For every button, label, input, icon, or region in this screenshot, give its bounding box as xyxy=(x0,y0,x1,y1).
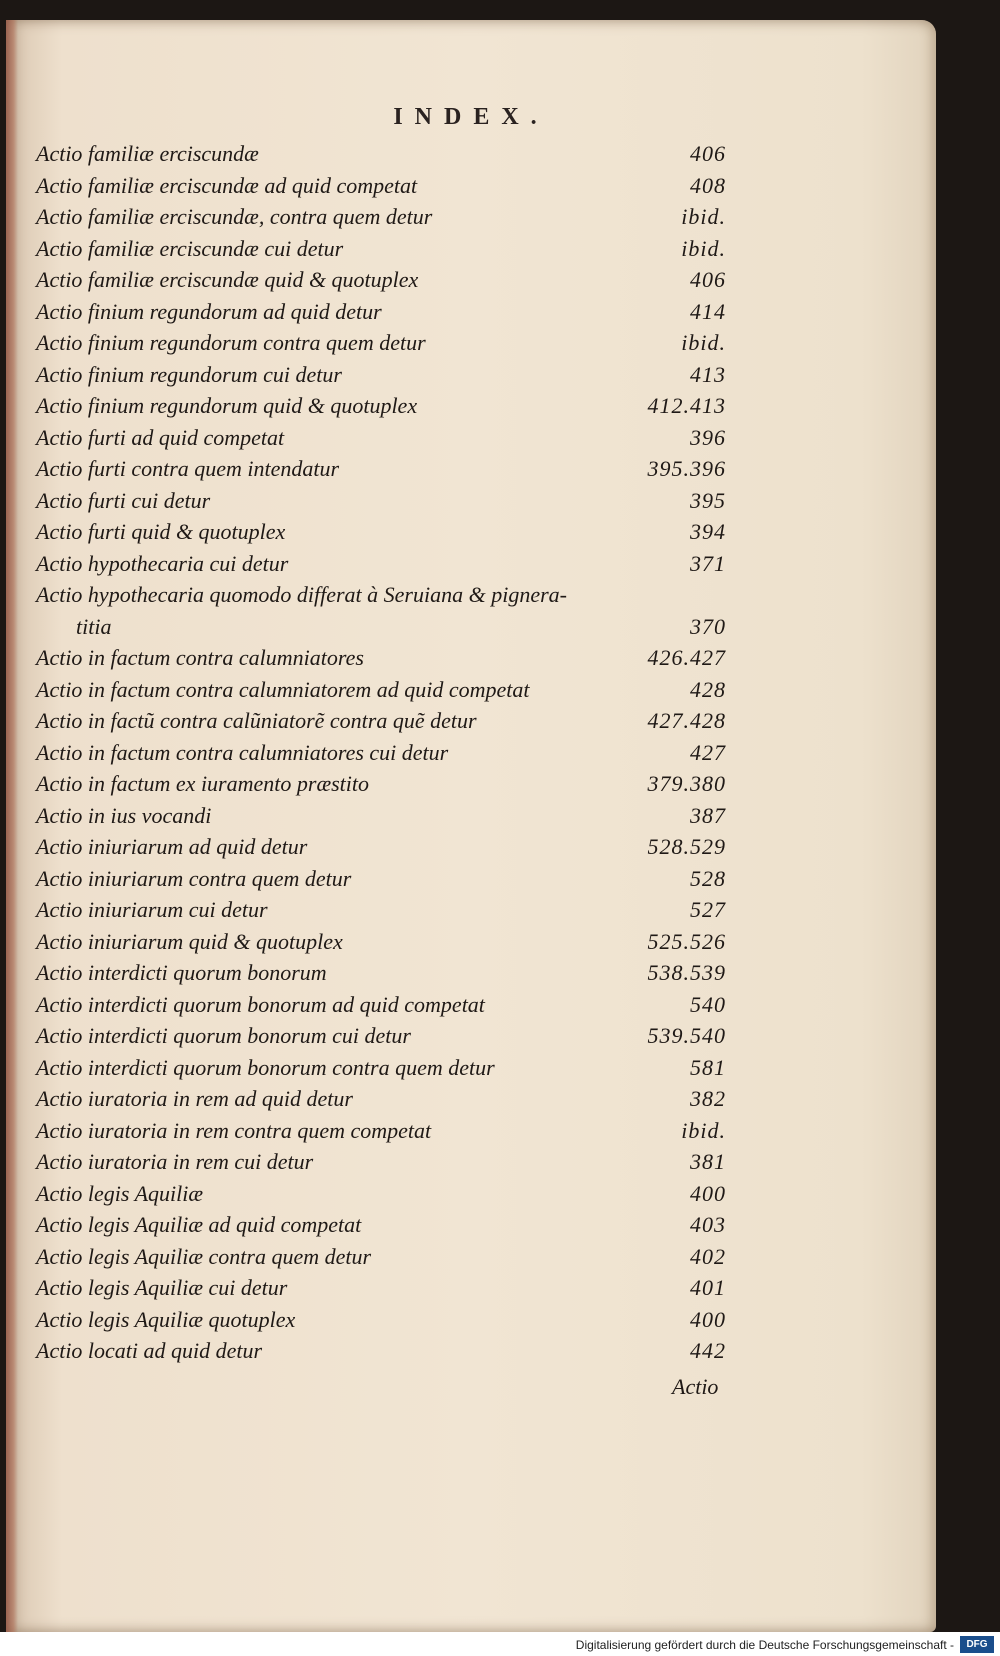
entry-page-ref: 370 xyxy=(690,613,726,639)
catchword: Actio xyxy=(672,1374,719,1399)
entry-label: Actio legis Aquiliæ quotuplex xyxy=(36,1306,296,1332)
index-entry xyxy=(36,863,726,895)
index-entry xyxy=(36,453,726,485)
entry-page-ref: 395 xyxy=(690,487,726,513)
entry-page-ref: 406 xyxy=(690,267,726,292)
index-entry xyxy=(36,1209,726,1241)
entry-page-ref: 379.380 xyxy=(647,771,726,796)
index-entry xyxy=(36,1304,726,1336)
running-head: INDEX. xyxy=(393,104,549,130)
entry-page-ref: 387 xyxy=(690,802,726,828)
index-entry xyxy=(36,642,726,674)
entry-label: Actio legis Aquiliæ ad quid competat xyxy=(36,1212,362,1237)
entry-label: Actio hypothecaria cui detur xyxy=(36,550,289,576)
entry-label: Actio iniuriarum quid & quotuplex xyxy=(36,928,343,954)
entry-label: Actio finium regundorum contra quem detur xyxy=(36,330,426,355)
index-entry xyxy=(36,138,726,170)
entry-page-ref: 400 xyxy=(690,1306,726,1332)
entry-label: Actio interdicti quorum bonorum contra quem detur xyxy=(36,1054,495,1080)
footer-credit: Digitalisierung gefördert durch die Deutsche Forschungsgemeinschaft - xyxy=(575,1638,954,1652)
entry-label: Actio finium regundorum cui detur xyxy=(36,361,342,387)
index-entry xyxy=(36,548,726,580)
entry-label: Actio iuratoria in rem contra quem competat xyxy=(36,1117,432,1143)
index-entry xyxy=(36,1115,726,1147)
entry-page-ref: 540 xyxy=(690,991,726,1017)
index-entry xyxy=(36,737,726,769)
entry-page-ref: 427.428 xyxy=(647,708,726,733)
entry-label: Actio finium regundorum ad quid detur xyxy=(36,298,382,324)
entry-page-ref: ibid. xyxy=(681,330,726,355)
entry-label: titia xyxy=(76,613,112,639)
entry-label: Actio in factum contra calumniatorem ad quid competat xyxy=(36,676,530,702)
entry-page-ref: 406 xyxy=(690,141,726,166)
index-entry xyxy=(36,1335,726,1367)
index-entry xyxy=(36,327,726,359)
page-edge xyxy=(6,20,18,1632)
index-entry xyxy=(36,1178,726,1210)
entry-label: Actio furti cui detur xyxy=(36,487,211,513)
entry-label: Actio familiæ erciscundæ, contra quem detur xyxy=(36,204,433,229)
entry-label: Actio in factũ contra calũniatorẽ contra quẽ detur xyxy=(36,708,477,733)
index-entry xyxy=(36,170,726,202)
index-entry xyxy=(36,296,726,328)
entry-label: Actio furti quid & quotuplex xyxy=(36,519,286,544)
entry-page-ref: 528 xyxy=(690,865,726,891)
entry-page-ref: 395.396 xyxy=(647,456,726,481)
entry-label: Actio in factum contra calumniatores xyxy=(36,645,364,670)
index-entry xyxy=(36,1052,726,1084)
index-entry xyxy=(36,233,726,265)
index-entry xyxy=(36,1272,726,1304)
entry-page-ref: 538.539 xyxy=(647,960,726,985)
entry-page-ref: 527 xyxy=(690,897,726,922)
index-entry xyxy=(36,201,726,233)
index-entry xyxy=(36,516,726,548)
entry-page-ref: 581 xyxy=(690,1054,726,1080)
entry-label: Actio locati ad quid detur xyxy=(36,1338,263,1363)
entry-label: Actio iuratoria in rem ad quid detur xyxy=(36,1086,353,1111)
entry-label: Actio iuratoria in rem cui detur xyxy=(36,1149,314,1174)
entry-label: Actio legis Aquiliæ contra quem detur xyxy=(36,1243,372,1269)
index-entry xyxy=(36,957,726,989)
entry-label: Actio finium regundorum quid & quotuplex xyxy=(36,393,418,418)
index-entry xyxy=(36,926,726,958)
index-entry xyxy=(36,894,726,926)
entry-label: Actio iniuriarum contra quem detur xyxy=(36,865,352,891)
index-entry xyxy=(36,705,726,737)
entry-page-ref: 394 xyxy=(690,519,726,544)
index-entry xyxy=(36,579,726,611)
index-entry xyxy=(36,989,726,1021)
entry-page-ref: 412.413 xyxy=(647,393,726,418)
index-entry xyxy=(36,800,726,832)
entry-label: Actio familiæ erciscundæ ad quid competat xyxy=(36,172,418,198)
entry-page-ref: 382 xyxy=(690,1086,726,1111)
entry-page-ref: ibid. xyxy=(681,204,726,229)
index-entry xyxy=(36,1241,726,1273)
entry-page-ref: 426.427 xyxy=(647,645,726,670)
entry-page-ref: 402 xyxy=(690,1243,726,1269)
index-entry xyxy=(36,264,726,296)
index-entry xyxy=(36,674,726,706)
entry-page-ref: 396 xyxy=(690,424,726,450)
entry-page-ref: 525.526 xyxy=(647,928,726,954)
entry-label: Actio in factum ex iuramento præstito xyxy=(36,771,370,796)
index-entry xyxy=(36,422,726,454)
entry-page-ref: 381 xyxy=(690,1149,726,1174)
entry-page-ref: 401 xyxy=(690,1275,726,1300)
entry-page-ref: 408 xyxy=(690,172,726,198)
index-entry xyxy=(36,1020,726,1052)
entry-label: Actio hypothecaria quomodo differat à Seruiana & pignera- xyxy=(36,582,567,607)
entry-page-ref: 528.529 xyxy=(647,834,726,859)
index-entry xyxy=(36,611,726,643)
entry-label: Actio iniuriarum cui detur xyxy=(36,897,268,922)
entry-label: Actio interdicti quorum bonorum ad quid competat xyxy=(36,991,485,1017)
entry-page-ref: 400 xyxy=(690,1180,726,1206)
index-entry xyxy=(36,485,726,517)
index-entry xyxy=(36,1146,726,1178)
index-entry xyxy=(36,390,726,422)
entry-label: Actio familiæ erciscundæ cui detur xyxy=(36,235,344,261)
index-entry xyxy=(36,1083,726,1115)
book-page xyxy=(6,20,936,1632)
entry-label: Actio furti ad quid competat xyxy=(36,424,285,450)
entry-label: Actio legis Aquiliæ cui detur xyxy=(36,1275,288,1300)
entry-label: Actio familiæ erciscundæ xyxy=(36,141,259,166)
entry-page-ref: 414 xyxy=(690,298,726,324)
entry-label: Actio familiæ erciscundæ quid & quotuplex xyxy=(36,267,419,292)
entry-label: Actio interdicti quorum bonorum cui detur xyxy=(36,1023,411,1048)
index-entry xyxy=(36,768,726,800)
entry-page-ref: 413 xyxy=(690,361,726,387)
entry-page-ref: 371 xyxy=(690,550,726,576)
entry-label: Actio in ius vocandi xyxy=(36,802,212,828)
entry-page-ref: 428 xyxy=(690,676,726,702)
index-entry xyxy=(36,831,726,863)
entry-page-ref: 403 xyxy=(690,1212,726,1237)
dfg-logo: DFG xyxy=(960,1636,994,1653)
entry-label: Actio legis Aquiliæ xyxy=(36,1180,204,1206)
entry-page-ref: 442 xyxy=(690,1338,726,1363)
index-entries xyxy=(36,138,726,1367)
entry-label: Actio iniuriarum ad quid detur xyxy=(36,834,308,859)
entry-label: Actio interdicti quorum bonorum xyxy=(36,960,327,985)
entry-page-ref: ibid. xyxy=(681,235,726,261)
entry-page-ref: ibid. xyxy=(681,1117,726,1143)
entry-page-ref: 539.540 xyxy=(647,1023,726,1048)
digitization-footer xyxy=(0,1632,1000,1656)
entry-label: Actio furti contra quem intendatur xyxy=(36,456,340,481)
index-entry xyxy=(36,359,726,391)
entry-page-ref: 427 xyxy=(690,739,726,765)
entry-label: Actio in factum contra calumniatores cui detur xyxy=(36,739,449,765)
